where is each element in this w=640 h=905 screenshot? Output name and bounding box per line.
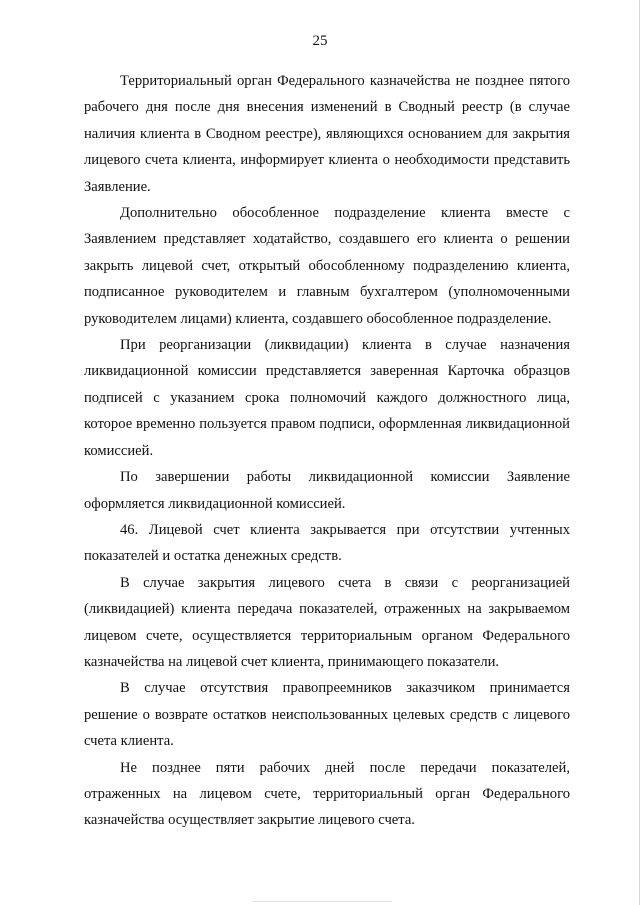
scan-edge-line	[252, 901, 392, 902]
paragraph-separate-division: Дополнительно обособленное подразделение клиента вместе с Заявлением представляет ходатайство, создавшего его клиента о решении закрыть лицевой счет, открытый обособленному подразделению клиента, подписанное руководителем и главным бухгалтером (уполномоченными руководителем лицами) клиента, создавшего обособленное подразделение.	[84, 205, 570, 327]
paragraph-transfer-indicators: В случае закрытия лицевого счета в связи с реорганизацией (ликвидацией) клиента передача показателей, отраженных на закрываемом лицевом счете, осуществляется территориальным органом Федерального казначейства на лицевой счет клиента, принимающего показатели.	[84, 574, 570, 670]
paragraph-closing-deadline: Не позднее пяти рабочих дней после передачи показателей, отраженных на лицевом счете, территориальный орган Федерального казначейства осуществляет закрытие лицевого счета.	[84, 759, 570, 829]
paragraph-notification: Территориальный орган Федерального казначейства не позднее пятого рабочего дня после дня внесения изменений в Сводный реестр (в случае наличия клиента в Сводном реестре), являющихся основанием для закрытия лицевого счета клиента, информирует клиента о необходимости представить Заявление.	[84, 73, 570, 195]
paragraph-liquidation-commission: По завершении работы ликвидационной комиссии Заявление оформляется ликвидационной комиссией.	[84, 469, 570, 512]
paragraph-section-46: 46. Лицевой счет клиента закрывается при отсутствии учтенных показателей и остатка денежных средств.	[84, 521, 570, 565]
paragraph-no-successors: В случае отсутствия правопреемников заказчиком принимается решение о возврате остатков неиспользованных целевых средств с лицевого счета клиента.	[84, 680, 570, 750]
page-number: 25	[312, 33, 328, 49]
paragraph-reorganization: При реорганизации (ликвидации) клиента в случае назначения ликвидационной комиссии представляется заверенная Карточка образцов подписей с указанием срока полномочий каждого должностного лица, которое временно пользуется правом подписи, оформленная ликвидационной комиссией.	[84, 337, 570, 459]
document-body	[84, 68, 570, 834]
